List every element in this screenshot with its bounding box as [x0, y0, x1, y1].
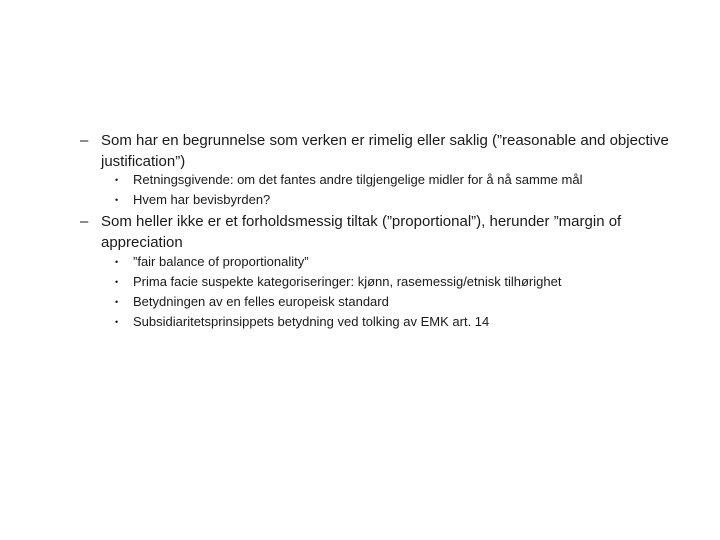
- sub-item-subsidiarity: [115, 312, 695, 332]
- dash-marker: –: [80, 132, 89, 149]
- sub-list-proportionality: [115, 252, 695, 332]
- bullet-item-justification: [80, 130, 670, 172]
- sub-item-text: ”fair balance of proportionality”: [133, 254, 309, 269]
- bullet-dot-icon: •: [115, 317, 119, 327]
- bullet-dot-icon: •: [115, 297, 119, 307]
- sub-item-text: Retningsgivende: om det fantes andre tilgjengelige midler for å nå samme mål: [133, 172, 583, 187]
- sub-list-justification: [115, 170, 695, 210]
- bullet-text: Som heller ikke er et forholdsmessig tiltak (”proportional”), herunder ”margin of appreciation: [101, 213, 622, 251]
- sub-item-text: Subsidiaritetsprinsippets betydning ved tolking av EMK art. 14: [133, 314, 490, 329]
- sub-item-burden-of-proof: [115, 190, 695, 210]
- bullet-dot-icon: •: [115, 195, 119, 205]
- sub-item-suspect-categories: [115, 272, 695, 292]
- sub-item-fair-balance: [115, 252, 695, 272]
- bullet-text: Som har en begrunnelse som verken er rimelig eller saklig (”reasonable and objective justification”): [101, 132, 669, 170]
- bullet-dot-icon: •: [115, 257, 119, 267]
- sub-item-text: Prima facie suspekte kategoriseringer: kjønn, rasemessig/etnisk tilhørighet: [133, 274, 562, 289]
- sub-item-text: Betydningen av en felles europeisk standard: [133, 294, 389, 309]
- bullet-item-proportionality: [80, 211, 670, 253]
- sub-item-european-standard: [115, 292, 695, 312]
- sub-item-alternative-means: [115, 170, 695, 190]
- dash-marker: –: [80, 213, 89, 230]
- sub-item-text: Hvem har bevisbyrden?: [133, 192, 271, 207]
- bullet-dot-icon: •: [115, 175, 119, 185]
- bullet-dot-icon: •: [115, 277, 119, 287]
